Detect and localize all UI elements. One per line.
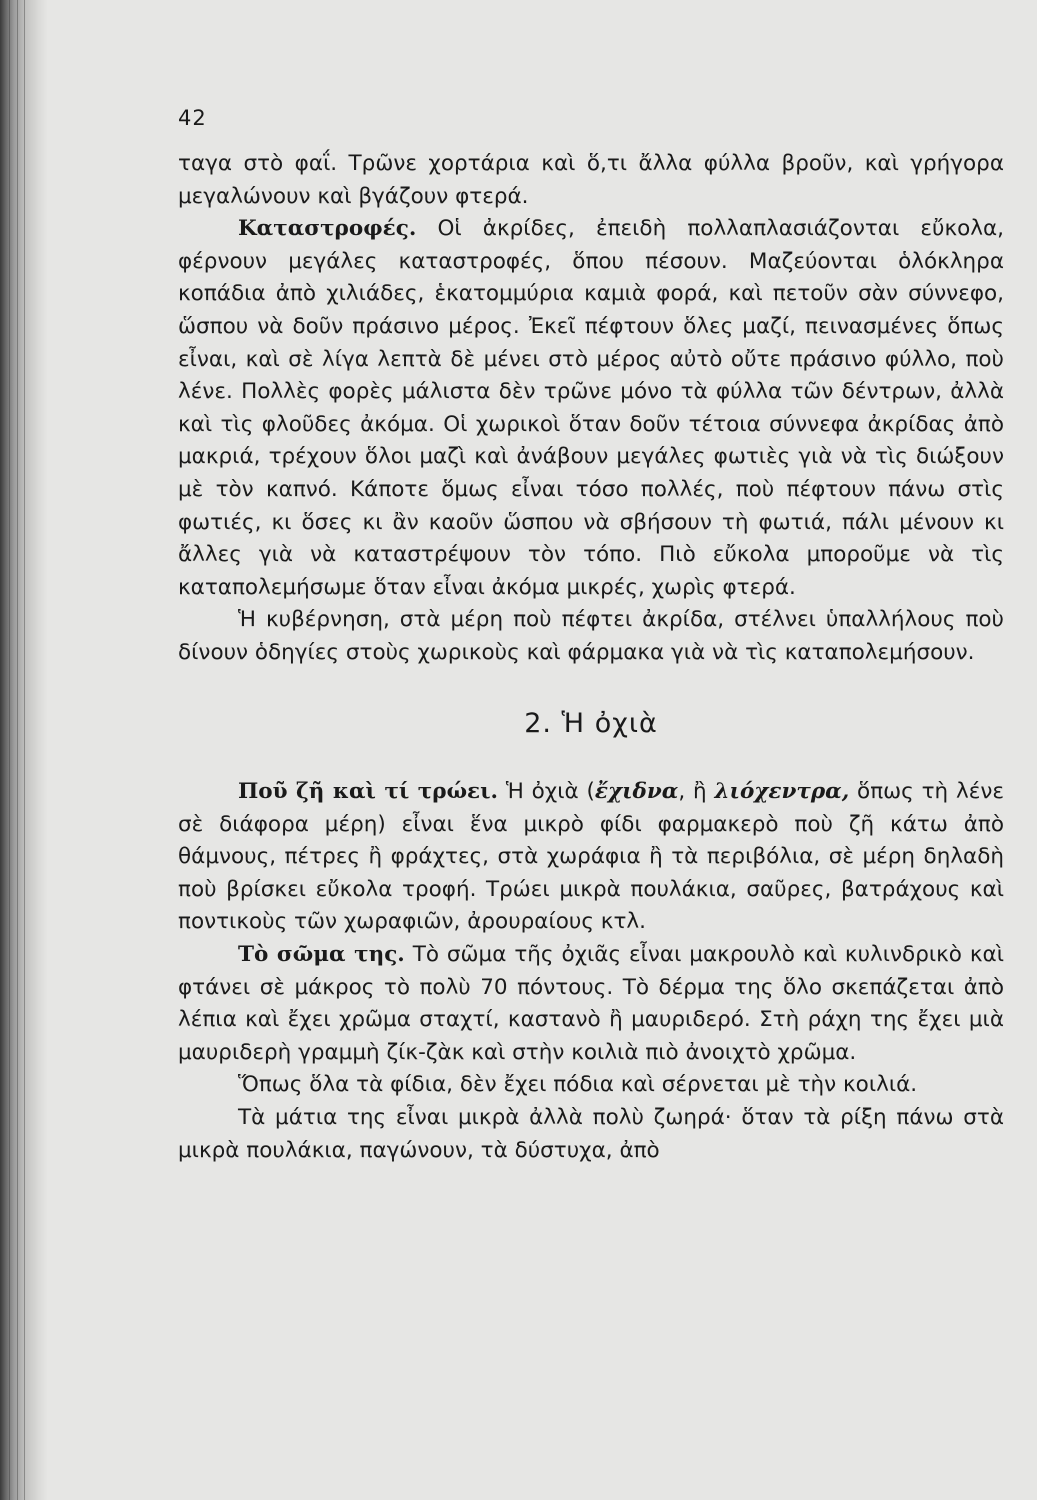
paragraph-6-text: Ὅπως ὅλα τὰ φίδια, δὲν ἔχει πόδια καὶ σέρνεται μὲ τὴν κοιλιά. (238, 1072, 918, 1098)
page-number: 42 (178, 106, 207, 130)
paragraph-3-text: Ἡ κυβέρνηση, στὰ μέρη ποὺ πέφτει ἀκρίδα, στέλνει ὑπαλλήλους ποὺ δίνουν ὁδηγίες στοὺς χωρικοὺς καὶ φάρμακα γιὰ νὰ τὶς καταπολεμήσουν. (178, 607, 1004, 665)
paragraph-2-text: Οἱ ἀκρίδες, ἐπειδὴ πολλαπλασιάζονται εὔκολα, φέρνουν μεγάλες καταστροφές, ὅπου πέσουν. Μαζεύονται ὁλόκληρα κοπάδια ἀπὸ χιλιάδες, ἑκατομμύρια καμιὰ φορά, καὶ πετοῦν σὰν σύννεφο, ὥσπου νὰ δοῦν πράσινο μέρος. Ἐκεῖ πέφτουν ὅλες μαζί, πεινασμένες ὅπως εἶναι, καὶ σὲ λίγα λεπτὰ δὲ μένει στὸ μέρος αὐτὸ οὔτε πράσινο φύλλο, ποὺ λένε. Πολλὲς φορὲς μάλιστα δὲν τρῶνε μόνο τὰ φύλλα τῶν δέντρων, ἀλλὰ καὶ τὶς φλοῦδες ἀκόμα. Οἱ χωρικοὶ ὅταν δοῦν τέτοια σύννεφα ἀκρίδας ἀπὸ μακριά, τρέχουν ὅλοι μαζὶ καὶ ἀνάβουν μεγάλες φωτιὲς γιὰ νὰ τὶς διώξουν μὲ τὸν καπνό. Κάποτε ὅμως εἶναι τόσο πολλές, ποὺ πέφτουν πάνω στὶς φωτιές, κι ὅσες κι ἂν καοῦν ὥσπου νὰ σβήσουν τὴ φωτιά, πάλι μένουν κι ἄλλες γιὰ νὰ καταστρέψουν τὸν τόπο. Πιὸ εὔκολα μποροῦμε νὰ τὶς καταπολεμήσωμε ὅταν εἶναι ἀκόμα μικρές, χωρὶς φτερά. (178, 216, 1004, 600)
paragraph-1 (178, 148, 1004, 213)
page-edge-line (9, 0, 10, 1500)
paragraph-4-text-c: ὅπως τὴ λένε σὲ διάφορα μέρη) εἶναι ἕνα μικρὸ φίδι φαρμακερὸ ποὺ ζῆ κάτω ἀπὸ θάμνους, πέτρες ἢ φράχτες, στὰ χωράφια ἢ τὰ περιβόλια, σὲ μέρη δηλαδὴ ποὺ βρίσκει εὔκολα τροφή. Τρώει μικρὰ πουλάκια, σαῦρες, βατράχους καὶ ποντικοὺς τῶν χωραφιῶν, ἀρουραίους κτλ. (178, 779, 1004, 935)
section-heading: 2. Ἡ ὀχιὰ (524, 707, 658, 739)
paragraph-2 (178, 213, 1004, 604)
section-lead-destruction: Καταστροφές. (238, 216, 417, 242)
paragraph-4-text-a: Ἡ ὀχιὰ ( (498, 779, 595, 805)
paragraph-7-text: Τὰ μάτια της εἶναι μικρὰ ἀλλὰ πολὺ ζωηρά· ὅταν τὰ ρίξη πάνω στὰ μικρὰ πουλάκια, παγώνουν, τὰ δύστυχα, ἀπὸ (178, 1105, 1004, 1163)
body-text (178, 148, 1004, 1167)
paragraph-1-text: ταγα στὸ φαΐ. Τρῶνε χορτάρια καὶ ὅ,τι ἄλλα φύλλα βροῦν, καὶ γρήγορα μεγαλώνουν καὶ βγάζουν φτερά. (178, 151, 1004, 209)
paragraph-3 (178, 604, 1004, 669)
section-lead-body: Τὸ σῶμα της. (238, 942, 405, 968)
term-liochentra: λιόχεντρα, (714, 779, 850, 805)
section-lead-habitat: Ποῦ ζῆ καὶ τί τρώει. (238, 779, 499, 805)
paragraph-6 (178, 1069, 1004, 1102)
page-edge-line (24, 0, 25, 1500)
paragraph-7 (178, 1102, 1004, 1167)
term-echidna: ἔχιδνα (594, 779, 679, 805)
page-edge-line (17, 0, 18, 1500)
paragraph-4 (178, 776, 1004, 939)
paragraph-5 (178, 939, 1004, 1069)
paragraph-4-text-b: , ἢ (678, 779, 715, 805)
paragraph-5-text: Τὸ σῶμα τῆς ὀχιᾶς εἶναι μακρουλὸ καὶ κυλινδρικὸ καὶ φτάνει σὲ μάκρος τὸ πολὺ 70 πόντους. Τὸ δέρμα της ὅλο σκεπάζεται ἀπὸ λέπια καὶ ἔχει χρῶμα σταχτί, καστανὸ ἢ μαυριδερό. Στὴ ράχη της ἔχει μιὰ μαυριδερὴ γραμμὴ ζίκ-ζὰκ καὶ στὴν κοιλιὰ πιὸ ἀνοιχτὸ χρῶμα. (178, 942, 1004, 1065)
